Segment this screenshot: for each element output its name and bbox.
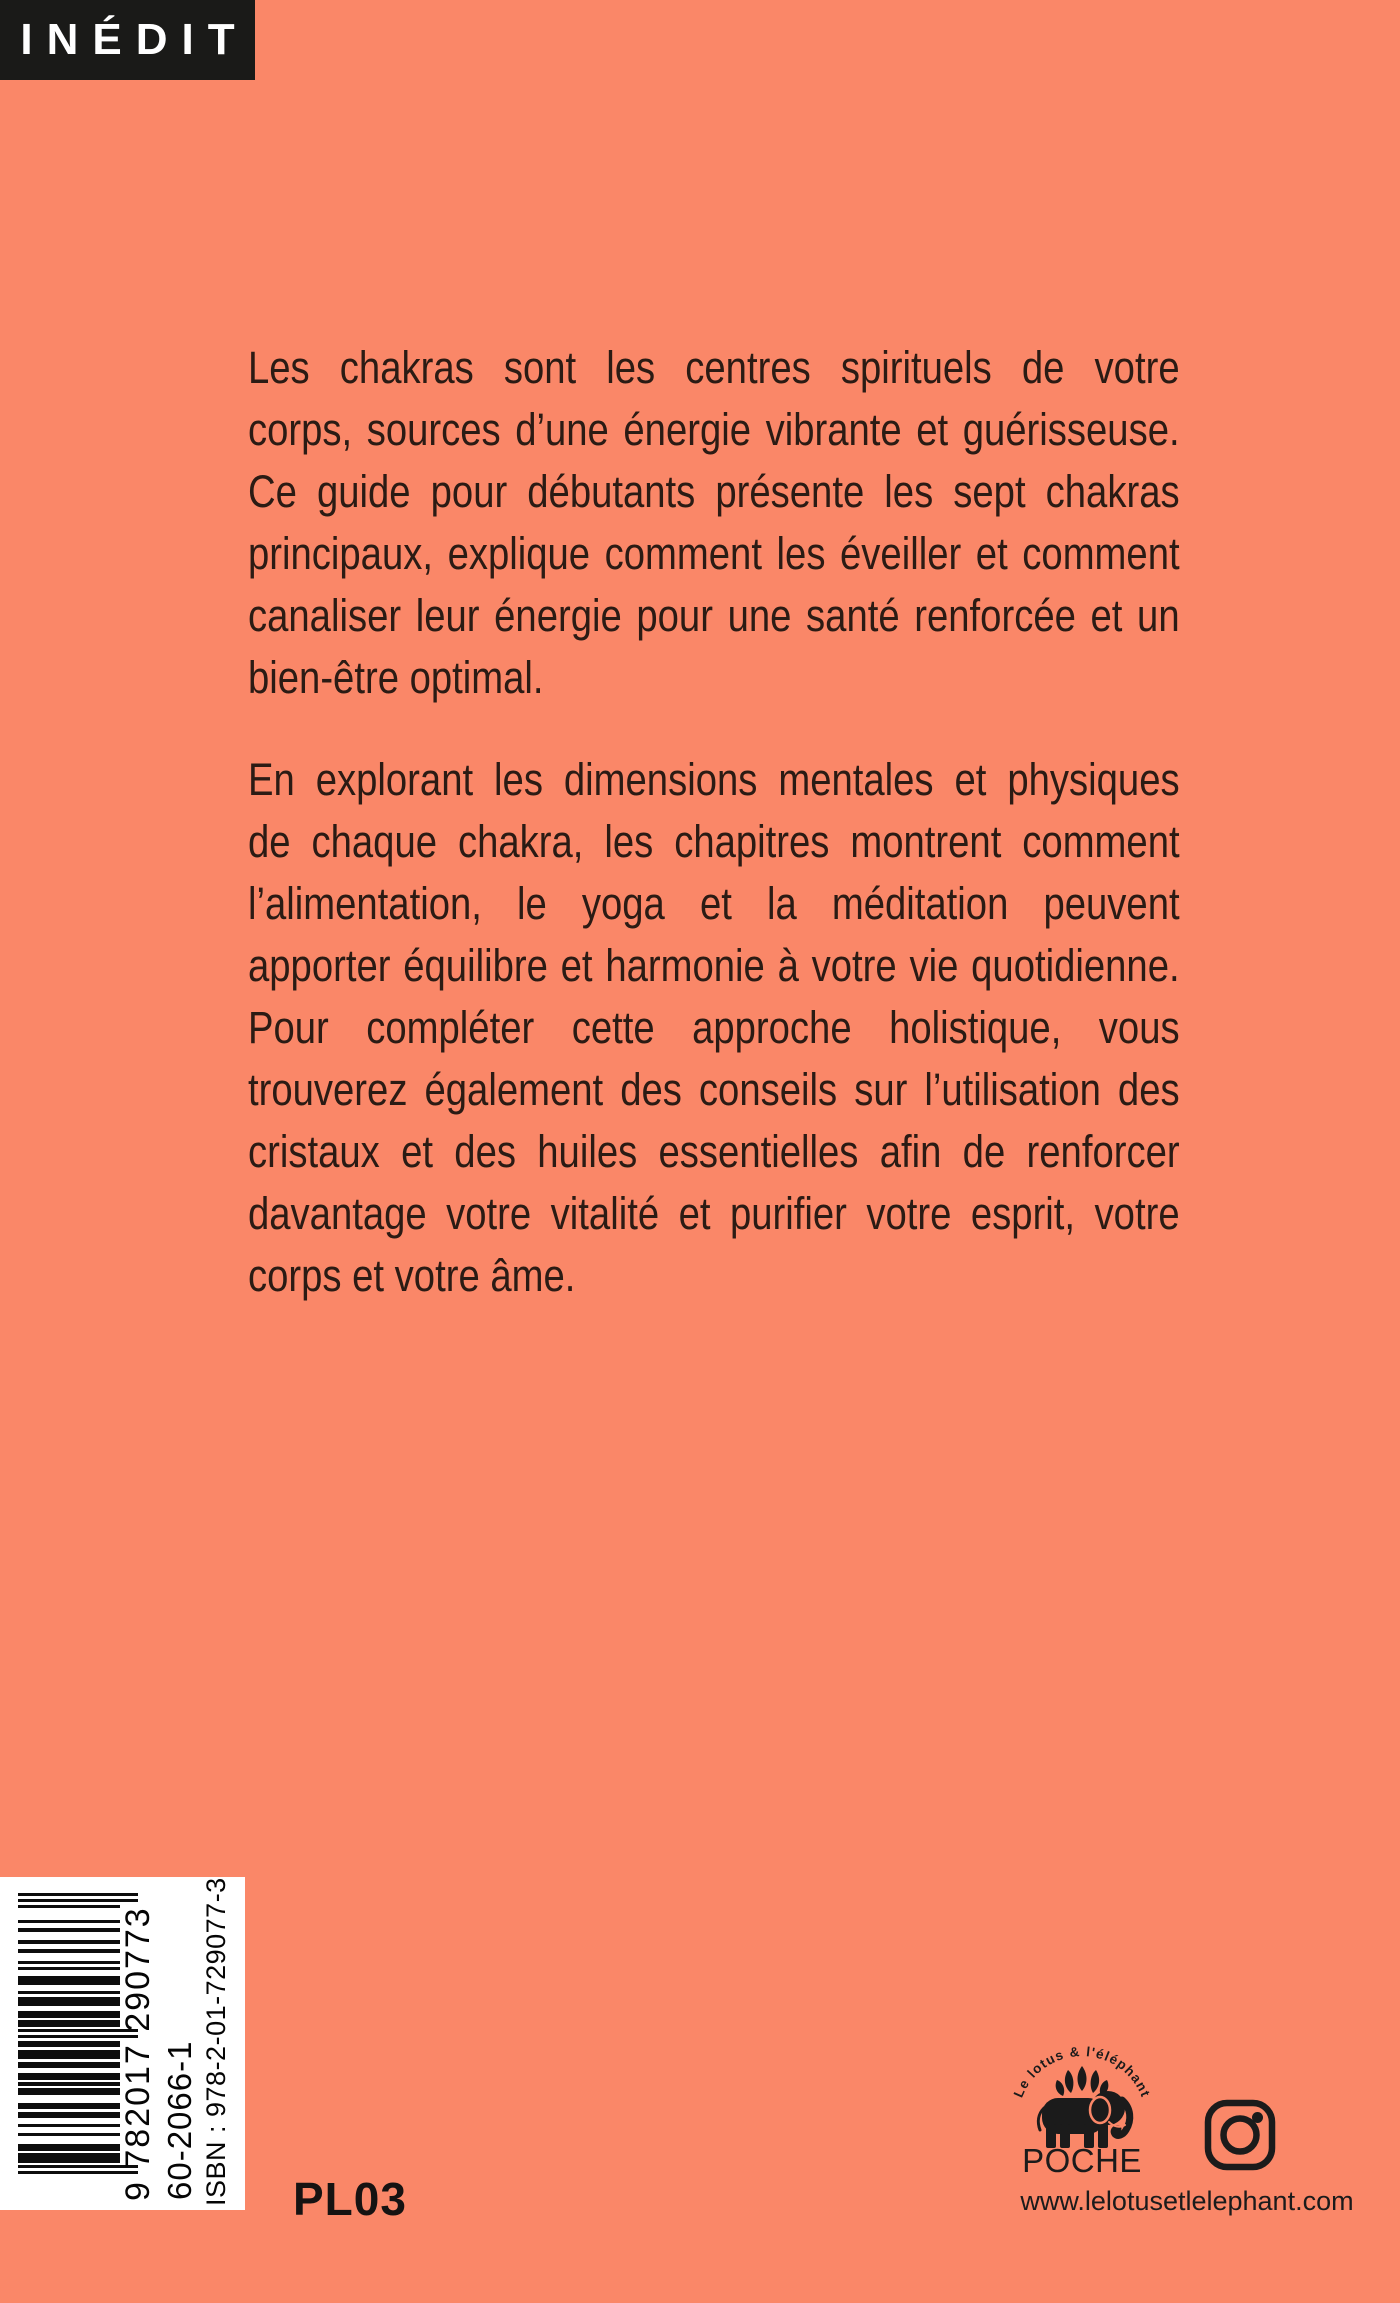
- barcode-bar: [18, 1999, 120, 2002]
- body-text-line: corps, sources d’une énergie vibrante et guérisseuse.: [248, 404, 1180, 455]
- ean-number: 9 782017 290773: [119, 1906, 157, 2201]
- barcode-bar: [18, 2153, 120, 2156]
- body-text-line: l’alimentation, le yoga et la méditation peuvent: [248, 878, 1180, 929]
- blurb-paragraph-1: [248, 337, 1180, 709]
- body-text-line: En explorant les dimensions mentales et physiques: [248, 754, 1180, 805]
- barcode-bar: [18, 2088, 120, 2091]
- product-code: 60-2066-1: [161, 2040, 198, 2200]
- barcode-bar: [18, 2124, 120, 2127]
- barcode-bar: [18, 2147, 120, 2150]
- barcode-bar: [18, 2144, 120, 2147]
- body-text-line: Pour compléter cette approche holistique, vous: [248, 1002, 1180, 1053]
- publisher-website: www.lelotusetlelephant.com: [1020, 2186, 1354, 2216]
- barcode-bar: [18, 2115, 120, 2118]
- barcode-bar: [18, 2056, 120, 2059]
- barcode-bar: [18, 1967, 120, 1970]
- instagram-icon: [1202, 2097, 1278, 2173]
- publisher-imprint-label: POCHE: [1022, 2142, 1142, 2178]
- body-text-line: trouverez également des conseils sur l’utilisation des: [248, 1064, 1180, 1115]
- inedit-badge-label: INÉDIT: [20, 15, 249, 64]
- body-text-line: davantage votre vitalité et purifier votre esprit, votre: [248, 1188, 1180, 1239]
- barcode-bar: [18, 2020, 120, 2023]
- barcode-bar: [18, 1982, 120, 1985]
- barcode-bar: [18, 2023, 120, 2026]
- barcode-bar: [18, 1949, 120, 1952]
- barcode-bar: [18, 2011, 120, 2014]
- elephant-lotus-icon: [1038, 2066, 1129, 2148]
- barcode-bar: [18, 2041, 120, 2044]
- barcode-bar: [18, 2076, 120, 2079]
- barcode-bar: [18, 2159, 120, 2162]
- publisher-logo: [1002, 2020, 1162, 2178]
- inedit-badge: [0, 0, 255, 80]
- barcode-bar: [18, 2106, 120, 2109]
- body-text-line: de chaque chakra, les chapitres montrent comment: [248, 816, 1180, 867]
- print-code: PL03: [293, 2173, 407, 2225]
- barcode-bar: [18, 2002, 120, 2005]
- body-text-line: canaliser leur énergie pour une santé renforcée et un: [248, 590, 1180, 641]
- barcode-bar: [18, 1997, 120, 2000]
- barcode-bar: [18, 1976, 120, 1979]
- barcode-bar: [18, 2112, 120, 2115]
- barcode-bar: [18, 1979, 120, 1982]
- barcode-bar: [18, 2103, 120, 2106]
- barcode-bar: [18, 2156, 120, 2159]
- barcode-bar: [18, 2044, 120, 2047]
- publisher-arc-text: Le lotus & l'éléphant: [1010, 2043, 1154, 2100]
- barcode-bar: [18, 1991, 120, 1994]
- barcode-bar: [18, 1940, 120, 1943]
- barcode-bar: [18, 2053, 120, 2056]
- isbn-number: ISBN : 978-2-01-729077-3: [201, 1877, 231, 2206]
- barcode-bar: [18, 1920, 120, 1923]
- barcode-bar: [18, 1905, 120, 1908]
- body-text-line: cristaux et des huiles essentielles afin de renforcer: [248, 1126, 1180, 1177]
- blurb-paragraph-2: [248, 749, 1180, 1307]
- barcode-bar: [18, 2082, 120, 2085]
- body-text-line: Ce guide pour débutants présente les sept chakras: [248, 466, 1180, 517]
- barcode-bar: [18, 1961, 120, 1964]
- barcode-bar: [18, 1928, 120, 1931]
- barcode-bar: [18, 2014, 120, 2017]
- barcode-bar: [18, 2073, 120, 2076]
- body-text-line: principaux, explique comment les éveiller et comment: [248, 528, 1180, 579]
- body-text-line: corps et votre âme.: [248, 1250, 576, 1301]
- barcode-bar: [18, 2133, 120, 2136]
- body-text-line: bien-être optimal.: [248, 652, 544, 703]
- barcode-bar: [18, 2065, 120, 2068]
- body-text-line: Les chakras sont les centres spirituels de votre: [248, 342, 1180, 393]
- body-text-line: apporter équilibre et harmonie à votre vie quotidienne.: [248, 940, 1180, 991]
- barcode-bar: [18, 2091, 120, 2094]
- barcode-bar: [18, 2062, 120, 2065]
- barcode-bar: [18, 2050, 120, 2053]
